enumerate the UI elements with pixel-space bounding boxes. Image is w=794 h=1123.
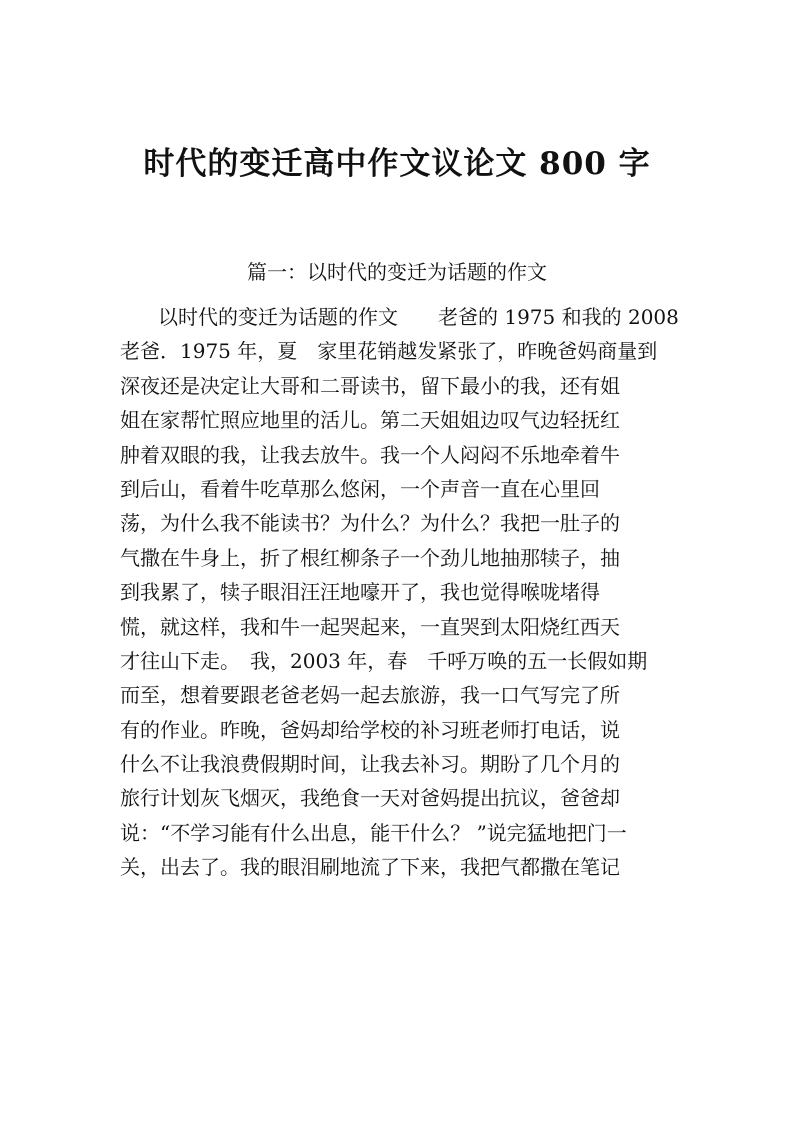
text-line: 荡，为什么我不能读书？为什么？为什么？我把一肚子的	[120, 511, 620, 536]
text-line: 到后山，看着牛吃草那么悠闲，一个声音一直在心里回	[120, 476, 600, 501]
text-line: 关，出去了。我的眼泪刷地流了下来，我把气都撒在笔记	[120, 855, 620, 880]
body-text	[120, 300, 700, 885]
section-heading: 篇一：以时代的变迁为话题的作文	[247, 260, 547, 284]
text-line: 有的作业。昨晚，爸妈却给学校的补习班老师打电话，说	[120, 717, 620, 742]
text-line: 而至，想着要跟老爸老妈一起去旅游，我一口气写完了所	[120, 683, 620, 708]
text-line: 才往山下走。 我，2003 年，春 千呼万唤的五一长假如期	[120, 648, 648, 673]
text-line: 气撒在牛身上，折了根红柳条子一个劲儿地抽那犊子，抽	[120, 545, 620, 570]
text-line: 肿着双眼的我，让我去放牛。我一个人闷闷不乐地牵着牛	[120, 442, 620, 467]
text-line: 到我累了，犊子眼泪汪汪地嚎开了，我也觉得喉咙堵得	[120, 580, 600, 605]
text-line: 慌，就这样，我和牛一起哭起来，一直哭到太阳烧红西天	[120, 614, 620, 639]
page-title: 时代的变迁高中作文议论文 800 字	[143, 146, 651, 182]
text-line: 说：“不学习能有什么出息，能干什么？ ”说完猛地把门一	[120, 820, 627, 845]
text-line: 什么不让我浪费假期时间，让我去补习。期盼了几个月的	[120, 752, 620, 777]
text-line: 以时代的变迁为话题的作文 老爸的 1975 和我的 2008	[158, 305, 679, 329]
text-line: 老爸．1975 年，夏 家里花销越发紧张了，昨晚爸妈商量到	[120, 339, 658, 364]
text-line: 姐在家帮忙照应地里的活儿。第二天姐姐边叹气边轻抚红	[120, 408, 620, 433]
text-line: 旅行计划灰飞烟灭，我绝食一天对爸妈提出抗议，爸爸却	[120, 786, 620, 811]
text-line: 深夜还是决定让大哥和二哥读书，留下最小的我，还有姐	[120, 373, 620, 398]
